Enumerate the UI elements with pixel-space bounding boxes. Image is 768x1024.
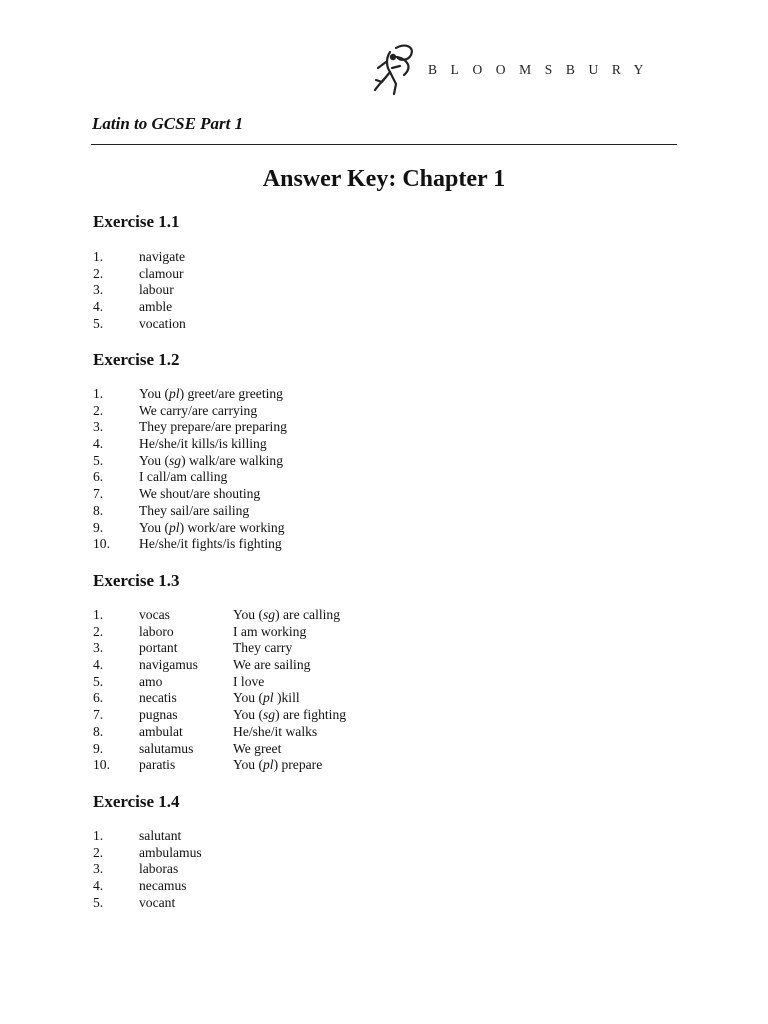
answer-text <box>139 707 178 724</box>
text-run: vocation <box>139 315 186 331</box>
answer-text <box>139 282 174 299</box>
answer-text <box>139 536 282 553</box>
text-run: You ( <box>139 386 169 401</box>
item-number: 9. <box>93 519 104 535</box>
text-run: He/she/it kills/is killing <box>139 436 267 452</box>
text-run: We are sailing <box>233 657 311 673</box>
text-run: I love <box>233 673 265 689</box>
item-number: 3. <box>93 640 104 656</box>
text-run: ) are calling <box>275 607 340 622</box>
item-number: 8. <box>93 723 104 739</box>
item-number: 1. <box>93 386 104 401</box>
answer-text <box>139 469 227 486</box>
item-number: 2. <box>93 265 104 281</box>
translation-text <box>233 640 292 657</box>
exercise-heading: Exercise 1.4 <box>93 792 180 811</box>
text-run: pugnas <box>139 707 178 723</box>
answer-text <box>139 607 170 624</box>
answer-text <box>139 486 260 503</box>
answer-text <box>139 741 193 758</box>
translation-text <box>233 624 306 641</box>
item-number: 7. <box>93 486 104 502</box>
text-run: You ( <box>139 452 169 468</box>
text-run: ) are fighting <box>275 707 347 723</box>
answer-text <box>139 828 181 845</box>
answer-text <box>139 520 285 537</box>
text-run: We carry/are carrying <box>139 402 258 418</box>
translation-text <box>233 690 300 707</box>
answer-text <box>139 878 187 895</box>
translation-text <box>233 607 340 624</box>
text-run: portant <box>139 640 178 656</box>
answer-text <box>139 503 249 520</box>
text-run: ) greet/are greeting <box>179 386 283 401</box>
item-number: 4. <box>93 299 104 315</box>
text-run: You ( <box>233 707 263 723</box>
item-number: 10. <box>93 757 110 773</box>
answer-text <box>139 403 257 420</box>
text-run: You ( <box>139 519 169 535</box>
item-number: 9. <box>93 740 104 756</box>
translation-text <box>233 757 322 774</box>
item-number: 5. <box>93 452 104 468</box>
item-number: 5. <box>93 894 104 910</box>
text-run: necatis <box>139 690 177 706</box>
item-number: 10. <box>93 536 110 552</box>
text-run: navigate <box>139 249 186 264</box>
translation-text <box>233 724 317 741</box>
exercise-heading: Exercise 1.3 <box>93 571 180 590</box>
answer-text <box>139 895 175 912</box>
page-title: Answer Key: Chapter 1 <box>262 166 506 192</box>
text-run: ) prepare <box>273 757 323 773</box>
italic-note: sg <box>262 607 276 622</box>
item-number: 2. <box>93 402 104 418</box>
text-run: They sail/are sailing <box>139 502 250 518</box>
item-number: 3. <box>93 861 104 877</box>
answer-text <box>139 657 198 674</box>
italic-note: pl <box>168 386 180 401</box>
bloomsbury-logo <box>366 42 676 98</box>
item-number: 1. <box>93 828 104 843</box>
exercise-heading: Exercise 1.2 <box>93 350 180 369</box>
item-number: 4. <box>93 878 104 894</box>
answer-text <box>139 724 183 741</box>
item-number: 6. <box>93 469 104 485</box>
text-run: We greet <box>233 740 282 756</box>
text-run: laboro <box>139 623 174 639</box>
brand-name: BLOOMSBURY <box>428 62 658 77</box>
item-number: 2. <box>93 623 104 639</box>
answer-text <box>139 624 174 641</box>
answer-text <box>139 861 178 878</box>
item-number: 3. <box>93 282 104 298</box>
header-rule <box>91 144 677 145</box>
text-run: vocant <box>139 894 176 910</box>
text-run: He/she/it fights/is fighting <box>139 536 282 552</box>
item-number: 5. <box>93 673 104 689</box>
text-run: labour <box>139 282 174 298</box>
text-run: clamour <box>139 265 184 281</box>
exercise-heading: Exercise 1.1 <box>93 212 180 231</box>
item-number: 6. <box>93 690 104 706</box>
text-run: necamus <box>139 878 187 894</box>
translation-text <box>233 657 310 674</box>
text-run: I am working <box>233 623 307 639</box>
answer-text <box>139 640 178 657</box>
text-run: salutamus <box>139 740 194 756</box>
italic-note: sg <box>262 707 276 723</box>
item-number: 4. <box>93 657 104 673</box>
text-run: amo <box>139 673 163 689</box>
text-run: paratis <box>139 757 176 773</box>
item-number: 4. <box>93 436 104 452</box>
text-run: We shout/are shouting <box>139 486 261 502</box>
translation-text <box>233 674 264 691</box>
answer-text <box>139 845 202 862</box>
translation-text <box>233 707 346 724</box>
text-run: You ( <box>233 607 263 622</box>
item-number: 3. <box>93 419 104 435</box>
answer-text <box>139 453 283 470</box>
translation-text <box>233 741 281 758</box>
answer-text <box>139 757 175 774</box>
item-number: 8. <box>93 502 104 518</box>
text-run: )kill <box>276 690 300 706</box>
answer-text <box>139 266 184 283</box>
text-run: You ( <box>233 757 263 773</box>
text-run: navigamus <box>139 657 198 673</box>
answer-text <box>139 436 267 453</box>
text-run: He/she/it walks <box>233 723 318 739</box>
text-run: You ( <box>233 690 263 706</box>
answer-text <box>139 419 287 436</box>
item-number: 1. <box>93 607 104 622</box>
text-run: ambulat <box>139 723 183 739</box>
text-run: laboras <box>139 861 179 877</box>
bloomsbury-runner-icon <box>366 42 426 98</box>
answer-text <box>139 690 177 707</box>
text-run: vocas <box>139 607 170 622</box>
item-number: 1. <box>93 249 104 264</box>
italic-note: pl <box>262 690 277 706</box>
answer-text <box>139 386 283 403</box>
item-number: 2. <box>93 844 104 860</box>
item-number: 7. <box>93 707 104 723</box>
text-run: ambulamus <box>139 844 202 860</box>
answer-text <box>139 299 172 316</box>
answer-text <box>139 674 162 691</box>
text-run: ) work/are working <box>179 519 285 535</box>
text-run: They carry <box>233 640 293 656</box>
answer-text <box>139 316 186 333</box>
text-run: ) walk/are walking <box>181 452 283 468</box>
item-number: 5. <box>93 315 104 331</box>
italic-note: sg <box>168 452 182 468</box>
text-run: amble <box>139 299 173 315</box>
answer-text <box>139 249 185 266</box>
text-run: They prepare/are preparing <box>139 419 287 435</box>
text-run: salutant <box>139 828 182 843</box>
text-run: I call/am calling <box>139 469 228 485</box>
running-title: Latin to GCSE Part 1 <box>92 114 244 133</box>
italic-note: pl <box>262 757 274 773</box>
italic-note: pl <box>168 519 180 535</box>
